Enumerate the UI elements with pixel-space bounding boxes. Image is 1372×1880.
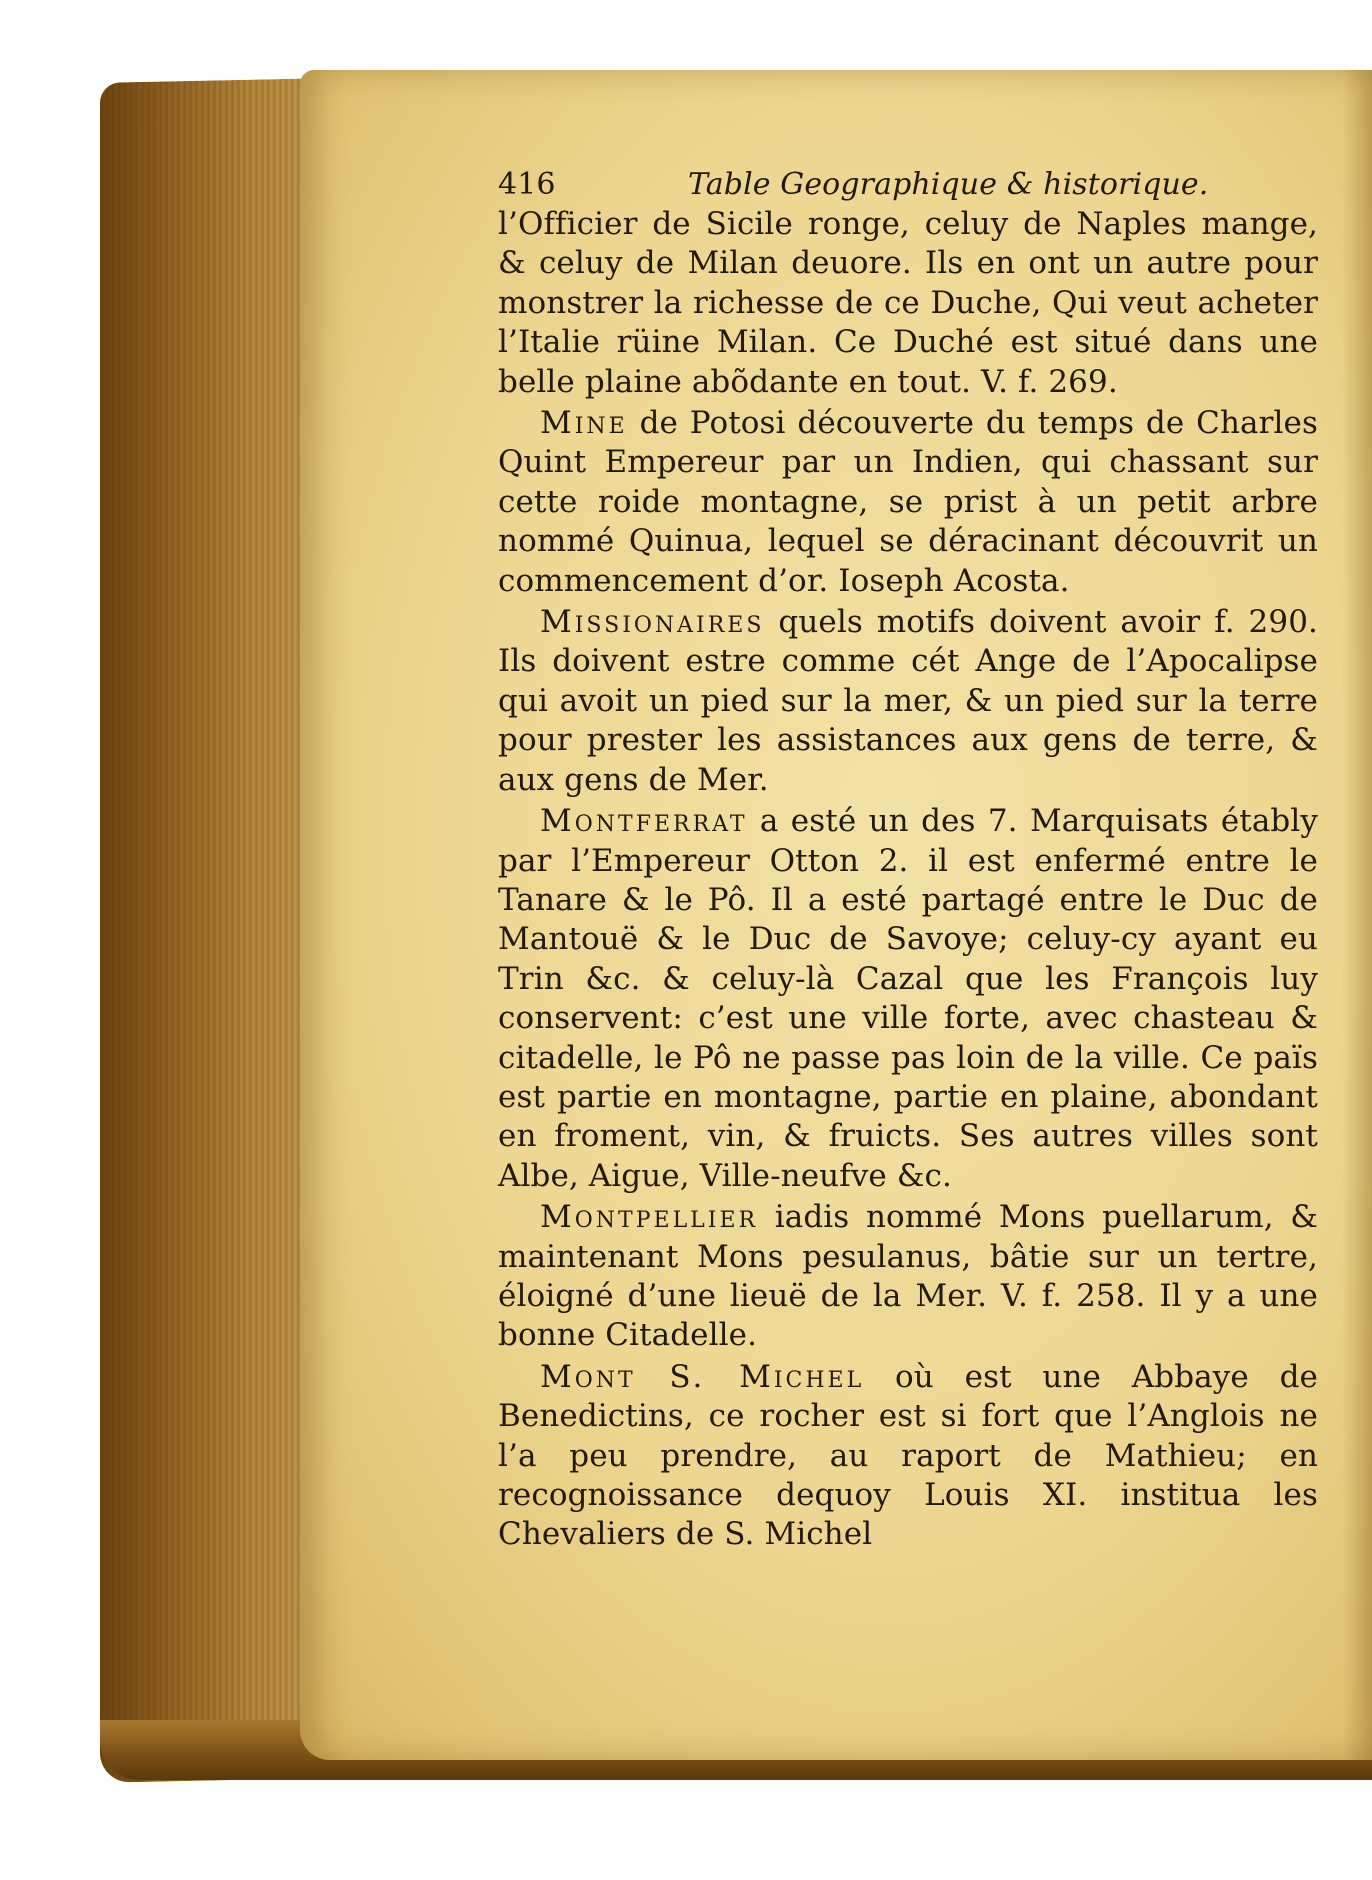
entry-missionaires (498, 603, 1318, 800)
entry-montpellier (498, 1198, 1318, 1356)
entry-text: a esté un des 7. Marquisats étably par l’Empereur Otton 2. il est enfermé entre le Tanare & le Pô. Il a esté partagé entre le Duc de Mantouë & le Duc de Savoye; celuy-cy ayant eu Trin &c. & celuy-là Cazal que les François luy conservent: c’est une ville forte, avec chasteau & citadelle, le Pô ne passe pas loin de la ville. Ce païs est partie en montagne, partie en plaine, abondant en froment, vin, & fruicts. Ses autres villes sont Albe, Aigue, Ville-neufve &c. (498, 803, 1318, 1194)
page-gutter-shadow (1342, 70, 1372, 1760)
running-title: Table Geographique & historique. (688, 167, 1209, 202)
entry-text: l’Officier de Sicile ronge, celuy de Naples mange, & celuy de Milan deuore. Ils en ont un autre pour monstrer la richesse de ce Duche, Qui veut acheter l’Italie rüine Milan. Ce Duché est situé dans une belle plaine abõdante en tout. V. f. 269. (498, 206, 1318, 400)
page-number: 416 (498, 167, 556, 202)
entry-head: Montferrat (540, 803, 748, 840)
entry-mine (498, 404, 1318, 601)
entry-head: Mine (540, 405, 628, 442)
entry-montferrat (498, 802, 1318, 1196)
entry-text: iadis nommé Mons puellarum, & maintenant Mons pesulanus, bâtie sur un tertre, éloigné d’une lieuë de la Mer. V. f. 258. Il y a une bonne Citadelle. (498, 1199, 1318, 1354)
entry-head: Mont S. Michel (540, 1358, 865, 1395)
entry-head: Missionaires (540, 604, 765, 641)
entry-text: de Potosi découverte du temps de Charles Quint Empereur par un Indien, qui chassant sur cette roide montagne, se prist à un petit arbre nommé Quinua, lequel se déracinant découvrit un commencement d’or. Ioseph Acosta. (498, 405, 1318, 599)
page-text-block (498, 165, 1318, 1555)
running-header (498, 165, 1318, 205)
entry-head: Montpellier (540, 1199, 759, 1236)
entry-mont-s-michel (498, 1358, 1318, 1555)
entry-text: quels motifs doivent avoir f. 290. Ils doivent estre comme cét Ange de l’Apocalipse qui avoit un pied sur la mer, & un pied sur la terre pour prester les assistances aux gens de terre, & aux gens de Mer. (498, 604, 1318, 798)
entry-text: où est une Abbaye de Benedictins, ce rocher est si fort que l’Anglois ne l’a peu prendre, au raport de Mathieu; en recognoissance dequoy Louis XI. institua les Chevaliers de S. Michel (498, 1358, 1318, 1553)
entry-continuation (498, 205, 1318, 402)
